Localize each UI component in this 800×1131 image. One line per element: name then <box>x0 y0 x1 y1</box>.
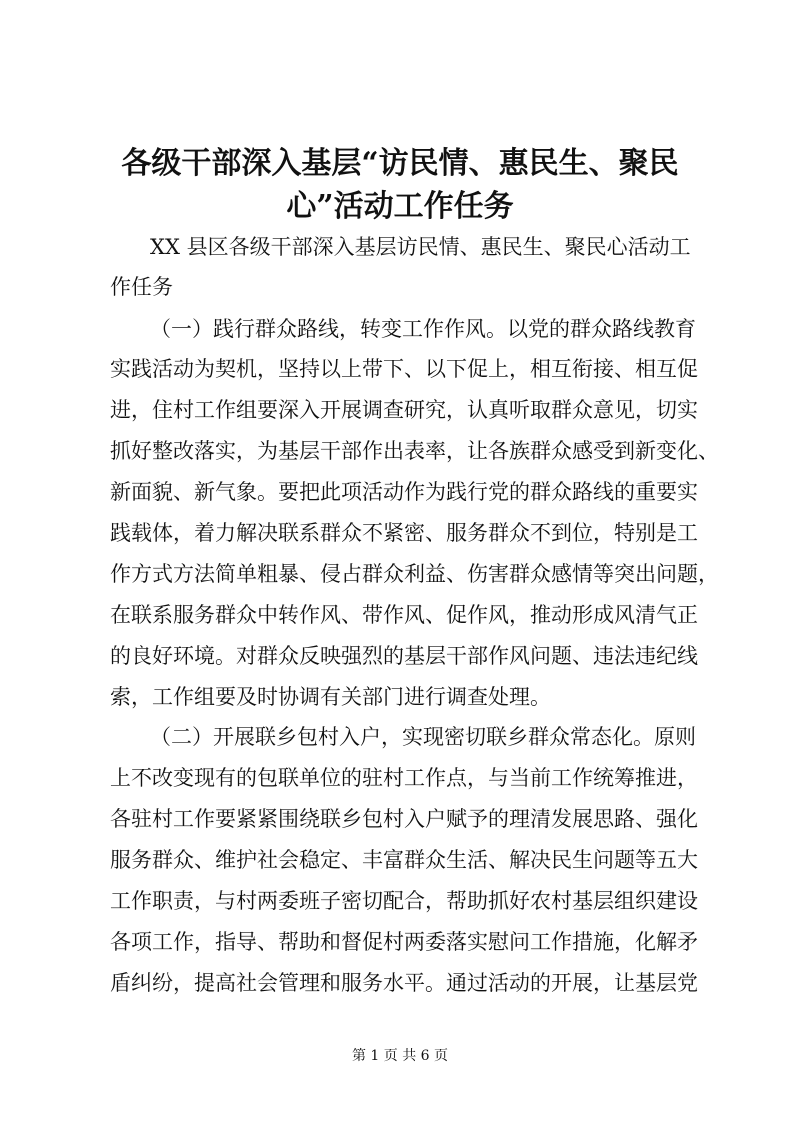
body-text-line: 盾纠纷，提高社会管理和服务水平。通过活动的开展，让基层党 <box>110 971 698 995</box>
body-text-line: 实践活动为契机，坚持以上带下、以下促上，相互衔接、相互促 <box>110 357 698 381</box>
document-title-line-2: 心”活动工作任务 <box>286 189 514 224</box>
body-text-line: 各项工作，指导、帮助和督促村两委落实慰问工作措施，化解矛 <box>110 930 698 954</box>
body-text-line: 抓好整改落实，为基层干部作出表率，让各族群众感受到新变化、 <box>110 439 719 463</box>
body-text-line: 作方式方法简单粗暴、侵占群众利益、伤害群众感情等突出问题， <box>110 562 719 586</box>
document-title-line-1: 各级干部深入基层“访民情、惠民生、聚民 <box>121 146 679 181</box>
page-number: 第 1 页 共 6 页 <box>351 1048 449 1064</box>
body-text-line: 的良好环境。对群众反映强烈的基层干部作风问题、违法违纪线 <box>110 644 698 668</box>
body-text-line: 各驻村工作要紧紧围绕联乡包村入户赋予的理清发展思路、强化 <box>110 807 698 831</box>
body-text-line: 作任务 <box>110 275 173 299</box>
body-text-line: 进，住村工作组要深入开展调查研究，认真听取群众意见，切实 <box>110 398 698 422</box>
body-text-line: XX 县区各级干部深入基层访民情、惠民生、聚民心活动工 <box>150 235 691 259</box>
body-text-line: 索，工作组要及时协调有关部门进行调查处理。 <box>110 685 551 709</box>
body-text-line: 新面貌、新气象。要把此项活动作为践行党的群众路线的重要实 <box>110 480 698 504</box>
body-text-line: （二）开展联乡包村入户，实现密切联乡群众常态化。原则 <box>150 725 696 749</box>
body-text-line: 在联系服务群众中转作风、带作风、促作风，推动形成风清气正 <box>110 603 698 627</box>
body-text-line: 服务群众、维护社会稳定、丰富群众生活、解决民生问题等五大 <box>110 848 698 872</box>
body-text-line: 践载体，着力解决联系群众不紧密、服务群众不到位，特别是工 <box>110 521 698 545</box>
body-text-line: （一）践行群众路线，转变工作作风。以党的群众路线教育 <box>150 317 696 341</box>
body-text-line: 上不改变现有的包联单位的驻村工作点，与当前工作统筹推进， <box>110 766 698 790</box>
body-text-line: 工作职责，与村两委班子密切配合，帮助抓好农村基层组织建设 <box>110 889 698 913</box>
